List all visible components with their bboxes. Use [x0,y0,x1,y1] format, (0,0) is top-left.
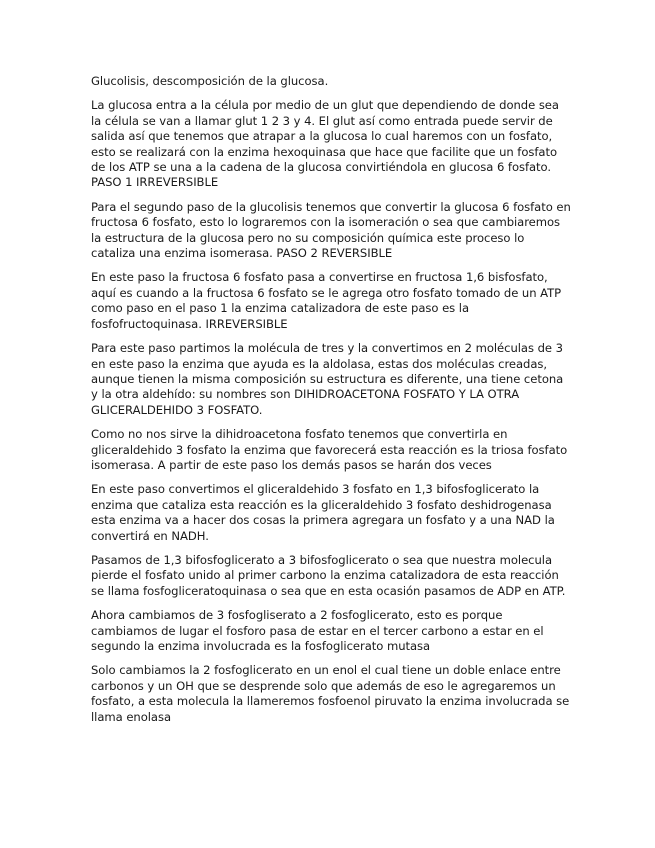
document-title: Glucolisis, descomposición de la glucosa. [91,74,329,88]
paragraph-step-1: La glucosa entra a la célula por medio de un glut que dependiendo de donde sea la célula se van a llamar glut 1 2 3 y 4. El glut así como entrada puede servir de salida así que tenemos que atrapar a la glucosa lo cual haremos con un fosfato, esto se realizará con la enzima hexoquinasa que hace que facilite que un fosfato de los ATP se una a la cadena de la glucosa convirtiéndola en glucosa 6 fosfato. PASO 1 IRREVERSIBLE [91,98,559,190]
paragraph-step-2: Para el segundo paso de la glucolisis tenemos que convertir la glucosa 6 fosfato en fructosa 6 fosfato, esto lo lograremos con la isomeración o sea que cambiaremos la estructura de la glucosa pero no su composición química este proceso lo cataliza una enzima isomerasa. PASO 2 REVERSIBLE [91,199,571,261]
paragraph-step-5: Como no nos sirve la dihidroacetona fosfato tenemos que convertirla en gliceraldehido 3 fosfato la enzima que favorecerá esta reacción es la triosa fosfato isomerasa. A partir de este paso los demás pasos se harán dos veces [91,427,568,472]
paragraph-step-7: Pasamos de 1,3 bifosfoglicerato a 3 bifosfoglicerato o sea que nuestra molecula pierde el fosfato unido al primer carbono la enzima catalizadora de esta reacción se llama fosfogliceratoquinasa o sea que en esta ocasión pasamos de ADP en ATP. [91,552,566,598]
paragraph-step-3: En este paso la fructosa 6 fosfato pasa a convertirse en fructosa 1,6 bisfosfato, aquí es cuando a la fructosa 6 fosfato se le agrega otro fosfato tomado de un ATP como paso en el paso 1 la enzima catalizadora de este paso es la fosfofructoquinasa. IRREVERSIBLE [91,270,562,331]
paragraph-step-6: En este paso convertimos el gliceraldehido 3 fosfato en 1,3 bifosfoglicerato la enzima que cataliza esta reacción es la gliceraldehido 3 fosfato deshidrogenasa esta enzima va a hacer dos cosas la primera agregara un fosfato y a una NAD la convertirá en NADH. [91,482,555,543]
paragraph-step-4: Para este paso partimos la molécula de tres y la convertimos en 2 moléculas de 3 en este paso la enzima que ayuda es la aldolasa, estas dos moléculas creadas, aunque tienen la misma composición su estructura es diferente, una tiene cetona y la otra aldehído: su nombres son DIHIDROACETONA FOSFATO Y LA OTRA GLICERALDEHIDO 3 FOSFATO. [91,341,564,417]
paragraph-step-9: Solo cambiamos la 2 fosfoglicerato en un enol el cual tiene un doble enlace entre carbonos y un OH que se desprende solo que además de eso le agregaremos un fosfato, a esta molecula la llameremos fosfoenol piruvato la enzima involucrada se llama enolasa [91,663,570,724]
paragraph-step-8: Ahora cambiamos de 3 fosfogliserato a 2 fosfoglicerato, esto es porque cambiamos de lugar el fosforo pasa de estar en el tercer carbono a estar en el segundo la enzima involucrada es la fosfoglicerato mutasa [91,608,544,653]
document-body [91,74,571,734]
